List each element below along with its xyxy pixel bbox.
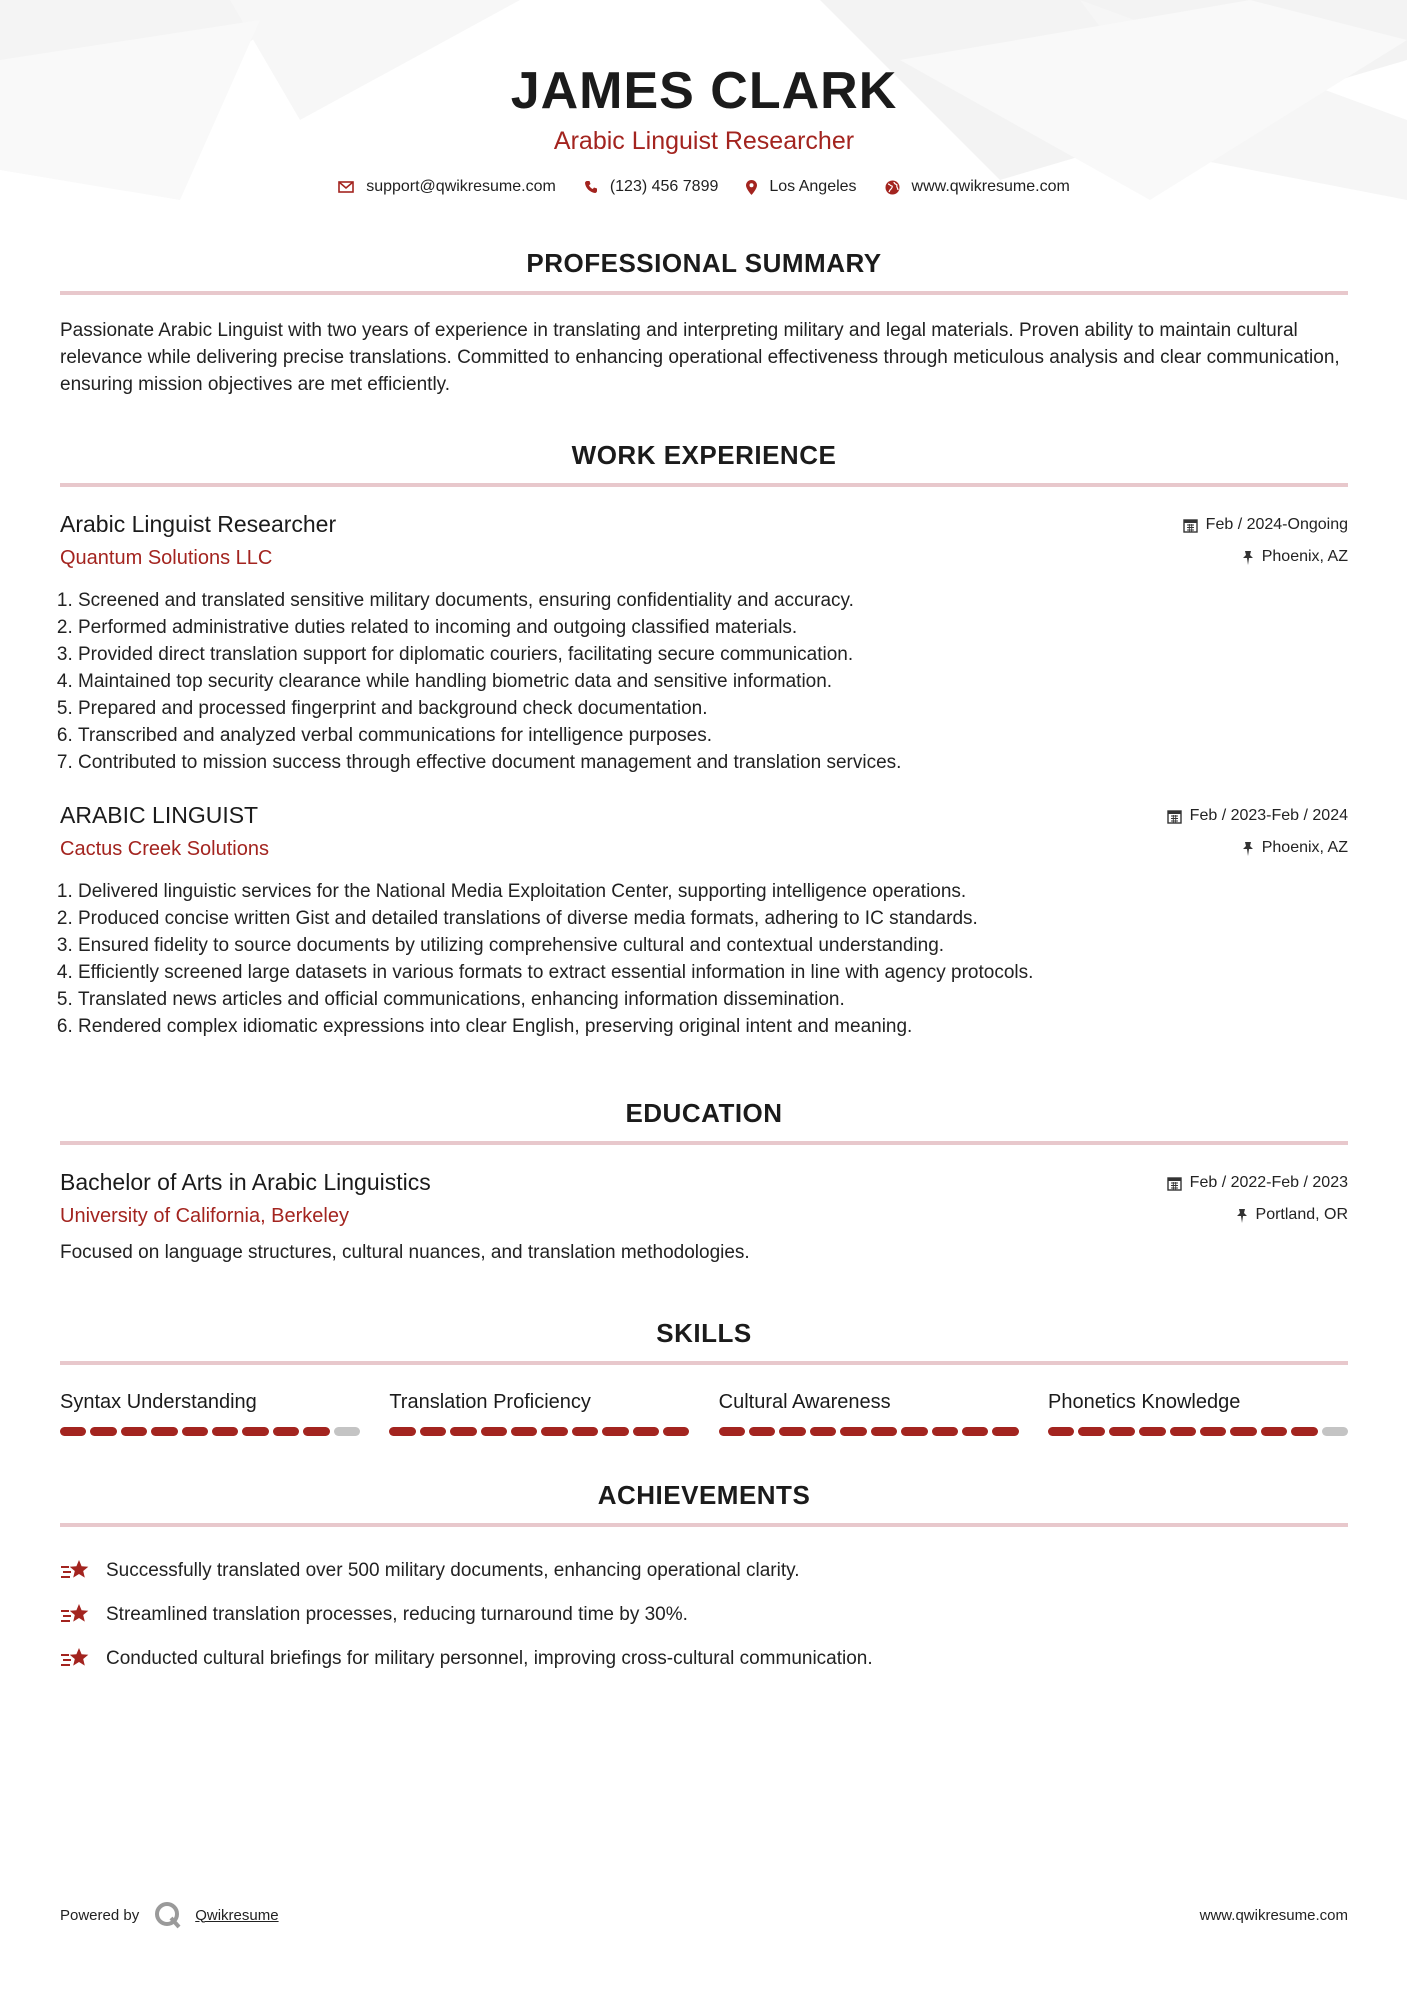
envelope-icon [338,181,354,193]
list-item: 2. Produced concise written Gist and detailed translations of diverse media formats, adhering to IC standards. [78,905,1348,932]
skill-segment-filled [749,1427,775,1436]
skill-segment-filled [992,1427,1018,1436]
skill-segment-filled [242,1427,268,1436]
location-text: Los Angeles [769,178,857,195]
pushpin-icon [1242,550,1254,565]
email-text: support@qwikresume.com [366,178,556,195]
qwikresume-logo-icon [153,1900,183,1930]
list-item: 3. Provided direct translation support for diplomatic couriers, facilitating secure communication. [78,641,1348,668]
list-item: 2. Performed administrative duties related to incoming and outgoing classified materials. [78,614,1348,641]
education-section [60,1098,1348,1266]
skill-segment-filled [303,1427,329,1436]
education-heading: EDUCATION [60,1098,1348,1145]
pushpin-icon [1242,841,1254,856]
resume-page [60,0,1348,1681]
job-entry [60,509,1348,776]
achievement-text: Streamlined translation processes, reducing turnaround time by 30%. [106,1604,688,1625]
contact-bar [60,178,1348,196]
summary-text: Passionate Arabic Linguist with two years of experience in translating and interpreting military and legal materials. Proven ability to maintain cultural relevance while delivering precise translations. Committed to enhancing operational effectiveness through meticulous analysis and clear communication, ensuring mission objectives are met efficiently. [60,320,1340,395]
skill-segment-filled [1109,1427,1135,1436]
job-dates-text: Feb / 2024-Ongoing [1205,516,1348,533]
globe-icon [885,180,900,195]
job-bullets [60,878,1348,1040]
education-dates-text: Feb / 2022-Feb / 2023 [1189,1174,1348,1191]
skill-segment-filled [1261,1427,1287,1436]
skill-segment-filled [212,1427,238,1436]
skill-segment-filled [1291,1427,1317,1436]
skill-item [719,1389,1019,1436]
skill-segment-filled [182,1427,208,1436]
job-title: Arabic Linguist Researcher [60,511,337,537]
job-bullets [60,587,1348,776]
shooting-star-icon [60,1558,92,1584]
skill-name: Syntax Understanding [60,1391,257,1413]
summary-section [60,248,1348,398]
powered-by-label: Powered by [60,1906,140,1924]
map-pin-icon [746,180,757,195]
list-item: 4. Maintained top security clearance while handling biometric data and sensitive information. [78,668,1348,695]
skill-segment-filled [450,1427,476,1436]
skill-segment-filled [389,1427,415,1436]
skill-segment-filled [1139,1427,1165,1436]
degree-title: Bachelor of Arts in Arabic Linguistics [60,1169,431,1195]
skill-item [60,1389,360,1436]
achievement-item [60,1637,1348,1681]
achievement-item [60,1593,1348,1637]
list-item: 7. Contributed to mission success through effective document management and translation services. [78,749,1348,776]
experience-section [60,440,1348,1040]
skill-segment-filled [541,1427,567,1436]
contact-phone[interactable] [584,178,719,196]
skill-segment-filled [1048,1427,1074,1436]
footer-website[interactable]: www.qwikresume.com [1199,1906,1348,1924]
skill-segment-filled [60,1427,86,1436]
pushpin-icon [1236,1208,1248,1223]
skills-list [60,1389,1348,1436]
job-title: ARABIC LINGUIST [60,802,259,828]
job-dates-text: Feb / 2023-Feb / 2024 [1189,807,1348,824]
skill-segment-empty [1322,1427,1348,1436]
shooting-star-icon [60,1602,92,1628]
list-item: 3. Ensured fidelity to source documents by utilizing comprehensive cultural and contextual understanding. [78,932,1348,959]
contact-website[interactable] [885,178,1070,196]
skill-name: Phonetics Knowledge [1047,1391,1241,1413]
powered-by [60,1900,279,1930]
calendar-icon [1167,1176,1182,1191]
skill-segment-filled [901,1427,927,1436]
skill-level-bar [719,1427,1019,1436]
calendar-icon [1167,809,1182,824]
resume-header [60,0,1348,196]
skill-name: Cultural Awareness [718,1391,891,1413]
skill-segment-filled [932,1427,958,1436]
phone-icon [584,180,598,194]
candidate-title: Arabic Linguist Researcher [553,127,855,155]
list-item: 5. Prepared and processed fingerprint and background check documentation. [78,695,1348,722]
skill-segment-empty [334,1427,360,1436]
skill-segment-filled [151,1427,177,1436]
education-entry [60,1167,1348,1266]
achievement-text: Successfully translated over 500 military documents, enhancing operational clarity. [106,1560,800,1581]
website-text: www.qwikresume.com [911,178,1070,195]
job-entry [60,800,1348,1040]
skill-segment-filled [602,1427,628,1436]
skill-segment-filled [633,1427,659,1436]
summary-heading: PROFESSIONAL SUMMARY [60,248,1348,295]
contact-email[interactable] [338,178,556,196]
skill-segment-filled [810,1427,836,1436]
skills-section [60,1318,1348,1436]
skill-segment-filled [511,1427,537,1436]
skill-level-bar [1048,1427,1348,1436]
skill-segment-filled [779,1427,805,1436]
job-company: Cactus Creek Solutions [60,838,269,860]
skill-item [1048,1389,1348,1436]
skill-level-bar [60,1427,360,1436]
skill-segment-filled [1200,1427,1226,1436]
list-item: 5. Translated news articles and official communications, enhancing information dissemination. [78,986,1348,1013]
skill-item [389,1389,689,1436]
education-location-text: Portland, OR [1255,1206,1348,1223]
skills-heading: SKILLS [60,1318,1348,1365]
skill-segment-filled [1170,1427,1196,1436]
school-name: University of California, Berkeley [60,1205,349,1227]
education-location [1167,1199,1348,1231]
job-location-text: Phoenix, AZ [1261,839,1348,856]
achievements-list [60,1549,1348,1681]
skill-segment-filled [962,1427,988,1436]
qwikresume-link[interactable]: Qwikresume [195,1906,279,1924]
job-location [1183,541,1348,573]
list-item: 6. Rendered complex idiomatic expressions into clear English, preserving original intent and meaning. [78,1013,1348,1040]
shooting-star-icon [60,1646,92,1672]
job-dates [1167,800,1348,832]
contact-location [746,178,856,196]
achievement-text: Conducted cultural briefings for military personnel, improving cross-cultural communication. [106,1648,873,1669]
skill-segment-filled [121,1427,147,1436]
education-description: Focused on language structures, cultural nuances, and translation methodologies. [60,1242,750,1263]
job-dates [1183,509,1348,541]
skill-level-bar [389,1427,689,1436]
education-dates [1167,1167,1348,1199]
skill-segment-filled [1078,1427,1104,1436]
job-location-text: Phoenix, AZ [1261,548,1348,565]
skill-segment-filled [273,1427,299,1436]
page-footer [60,1900,1348,1930]
list-item: 4. Efficiently screened large datasets in various formats to extract essential information in line with agency protocols. [78,959,1348,986]
skill-segment-filled [1230,1427,1256,1436]
skill-segment-filled [719,1427,745,1436]
skill-segment-filled [420,1427,446,1436]
achievements-section [60,1480,1348,1681]
list-item: 1. Screened and translated sensitive military documents, ensuring confidentiality and accuracy. [78,587,1348,614]
skill-segment-filled [663,1427,689,1436]
skill-segment-filled [572,1427,598,1436]
skill-name: Translation Proficiency [389,1391,591,1413]
skill-segment-filled [481,1427,507,1436]
skill-segment-filled [90,1427,116,1436]
calendar-icon [1183,518,1198,533]
skill-segment-filled [840,1427,866,1436]
candidate-name: JAMES CLARK [510,62,898,120]
list-item: 6. Transcribed and analyzed verbal communications for intelligence purposes. [78,722,1348,749]
job-company: Quantum Solutions LLC [60,547,273,569]
job-location [1167,832,1348,864]
experience-heading: WORK EXPERIENCE [60,440,1348,487]
list-item: 1. Delivered linguistic services for the National Media Exploitation Center, supporting intelligence operations. [78,878,1348,905]
achievement-item [60,1549,1348,1593]
achievements-heading: ACHIEVEMENTS [60,1480,1348,1527]
skill-segment-filled [871,1427,897,1436]
phone-text: (123) 456 7899 [609,178,719,195]
